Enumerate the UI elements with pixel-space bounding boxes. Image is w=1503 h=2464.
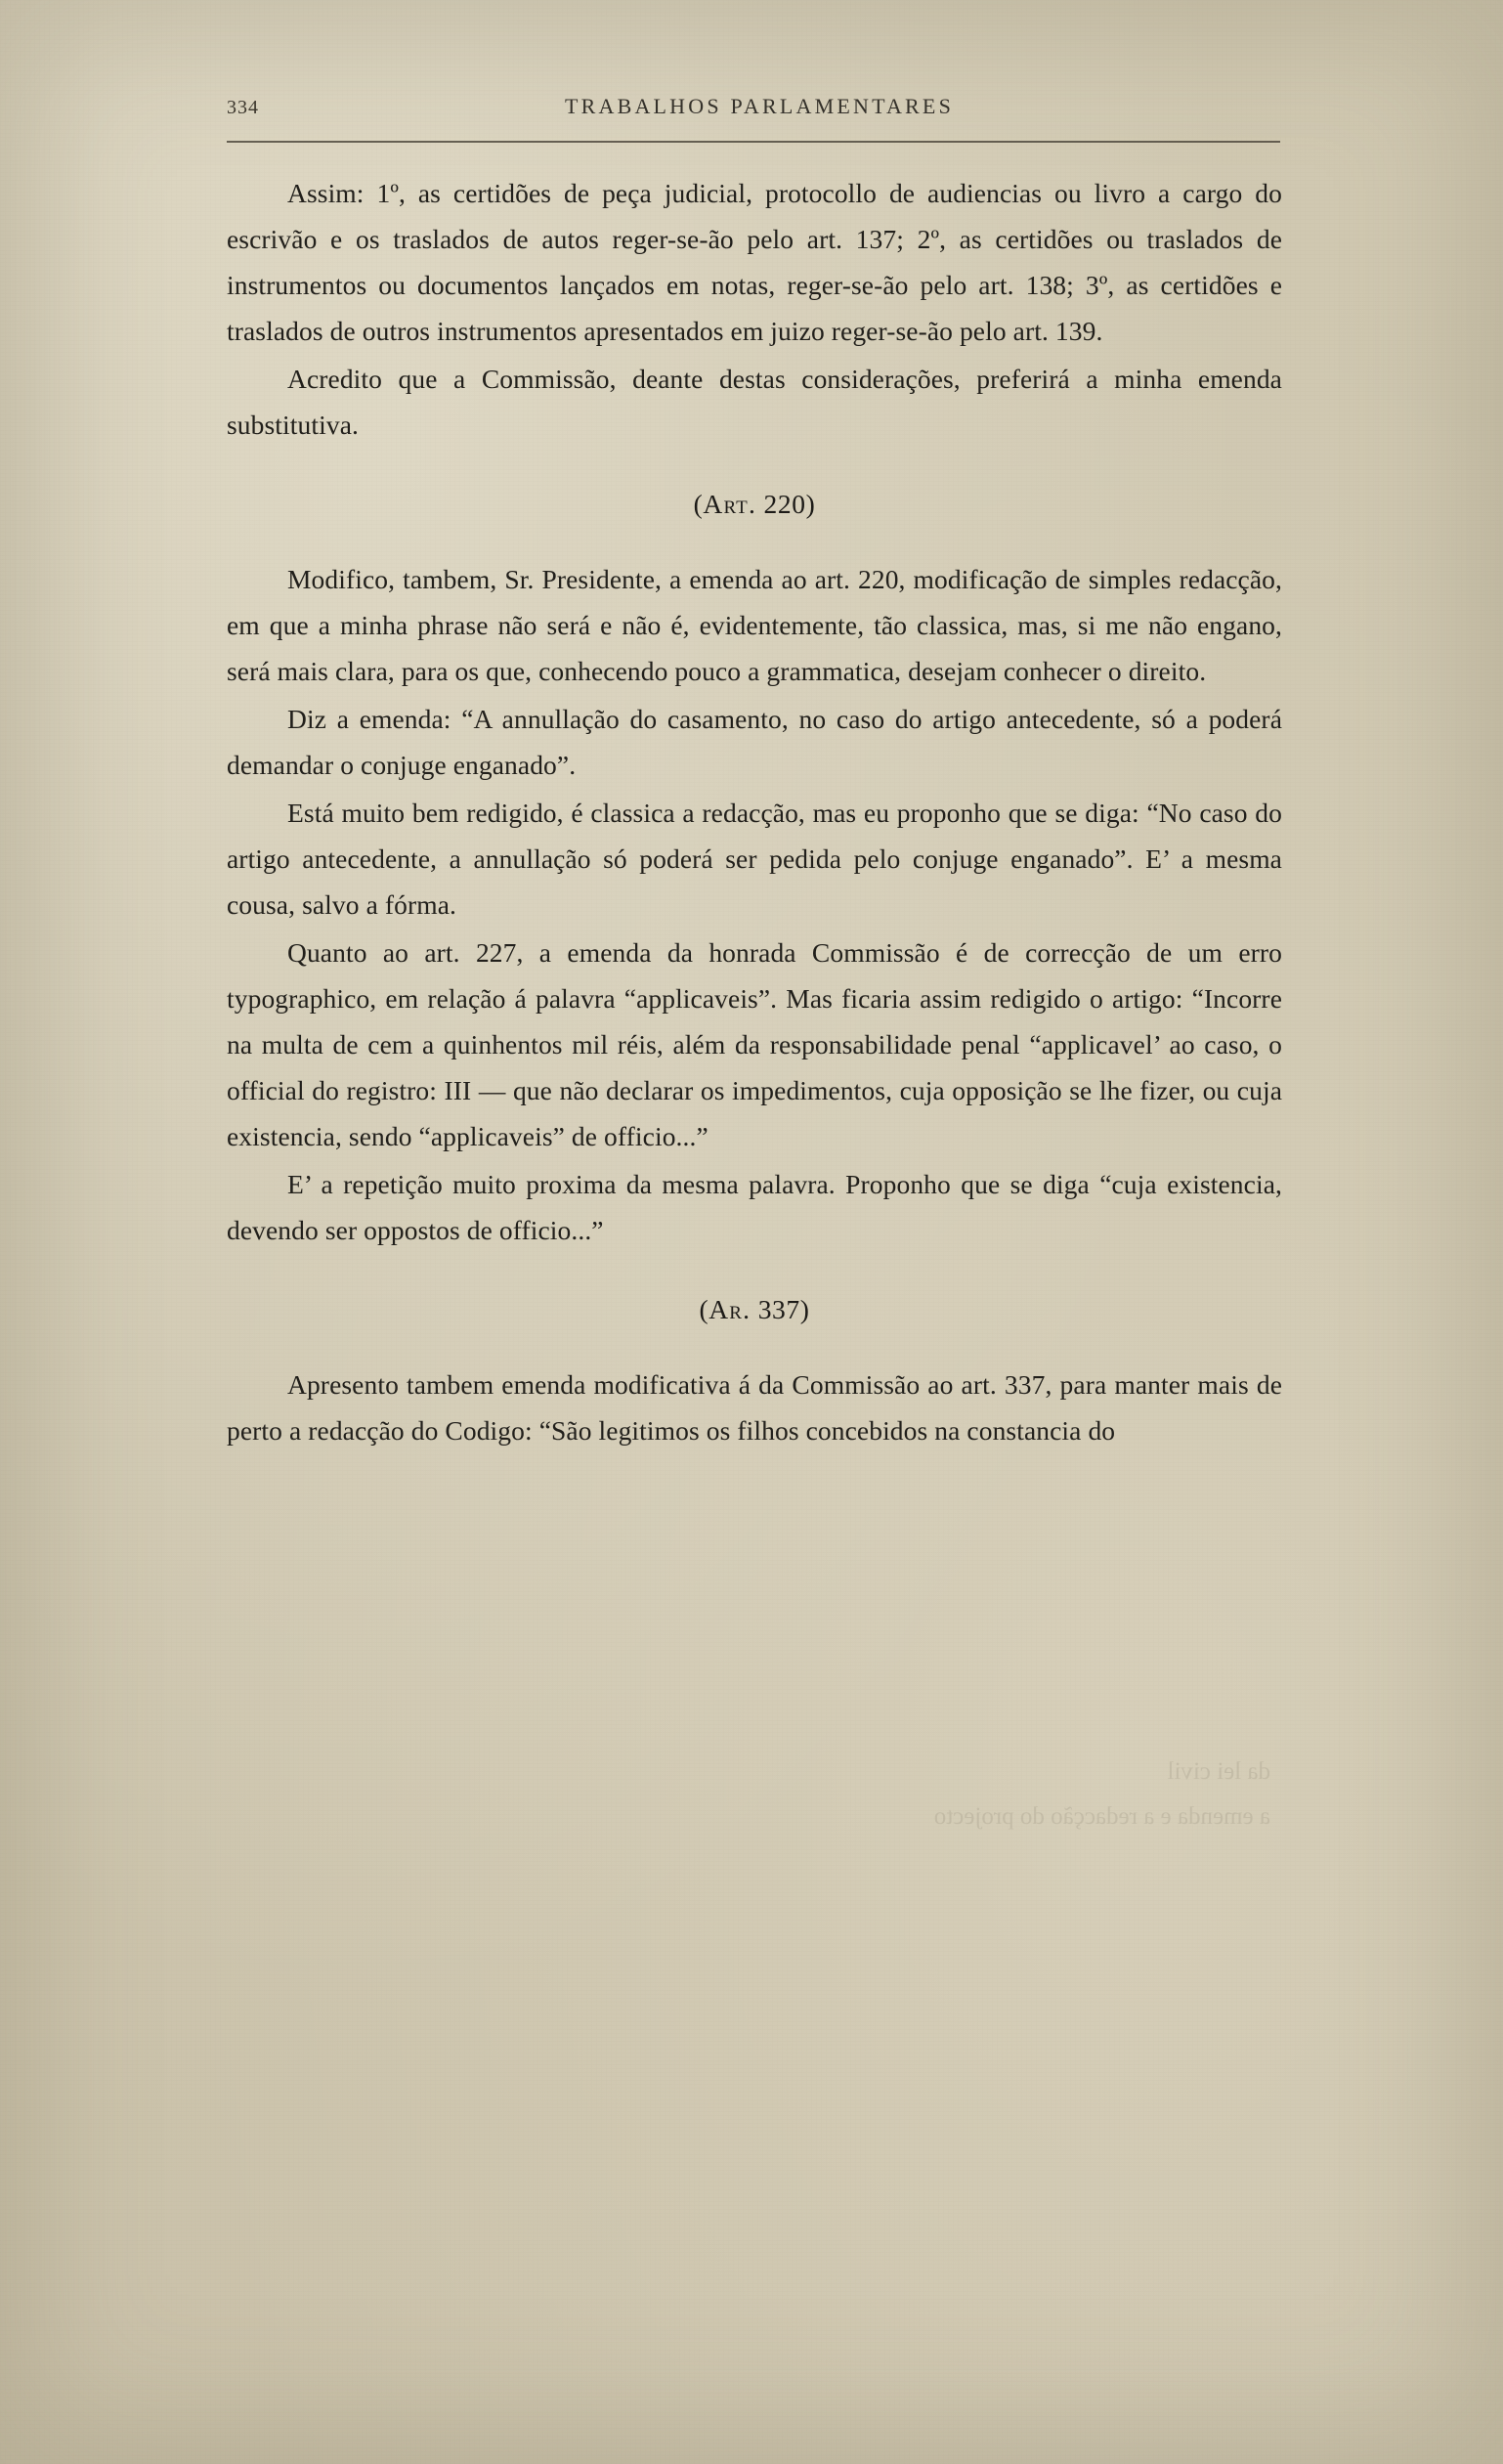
- page-content: [227, 94, 1282, 1453]
- paragraph-5: Está muito bem redigido, é classica a redacção, mas eu proponho que se diga: “No caso do artigo antecedente, a annullação só poderá ser pedida pelo conjuge enganado”. E’ a mesma cousa, salvo a fórma.: [227, 798, 1282, 920]
- paragraph-8: Apresento tambem emenda modificativa á da Commissão ao art. 337, para manter mais de perto a redacção do Codigo: “São legitimos os filhos concebidos na constancia do: [227, 1369, 1282, 1446]
- paragraph-3: Modifico, tambem, Sr. Presidente, a emenda ao art. 220, modificação de simples redacção, em que a minha phrase não será e não é, evidentemente, tão classica, mas, si me não engano, será mais clara, para os que, conhecendo pouco a grammatica, desejam conhecer o direito.: [227, 564, 1282, 686]
- heading2-number-337: 337): [751, 1294, 810, 1324]
- heading2-open-paren: (: [699, 1294, 709, 1324]
- reverse-side-showthrough: [244, 1750, 1270, 1839]
- page-number: 334: [227, 97, 259, 118]
- heading-label-art: Art.: [703, 489, 757, 519]
- header-rule: [227, 141, 1280, 143]
- heading-open-paren: (: [693, 489, 704, 519]
- paragraph-1: Assim: 1º, as certidões de peça judicial, protocollo de audiencias ou livro a cargo do escrivão e os traslados de autos reger-se-ão pelo art. 137; 2º, as certidões ou traslados de instrumentos ou documentos lançados em notas, reger-se-ão pelo art. 138; 3º, as certidões e traslados de outros instrumentos apresentados em juizo reger-se-ão pelo art. 139.: [227, 178, 1282, 346]
- showthrough-line-2: a emenda e a redacção do projecto: [933, 1803, 1270, 1830]
- heading2-label-ar: Ar.: [709, 1294, 752, 1324]
- paragraph-4: Diz a emenda: “A annullação do casamento, no caso do artigo antecedente, só a poderá demandar o conjuge enganado”.: [227, 704, 1282, 780]
- paragraph-6: Quanto ao art. 227, a emenda da honrada Commissão é de correcção de um erro typographico, em relação á palavra “applicaveis”. Mas ficaria assim redigido o artigo: “Incorre na multa de cem a quinhentos mil réis, além da responsabilidade penal “applicavel’ ao caso, o official do registro: III — que não declarar os impedimentos, cuja opposição se lhe fizer, ou cuja existencia, sendo “applicaveis” de officio...”: [227, 937, 1282, 1151]
- section-heading-art-220: [227, 481, 1282, 527]
- paragraph-2: Acredito que a Commissão, deante destas considerações, preferirá a minha emenda substitutiva.: [227, 364, 1282, 440]
- paragraph-7: E’ a repetição muito proxima da mesma palavra. Proponho que se diga “cuja existencia, devendo ser oppostos de officio...”: [227, 1169, 1282, 1245]
- showthrough-line-1: da lei civil: [1167, 1758, 1270, 1785]
- running-title: TRABALHOS PARLAMENTARES: [564, 94, 954, 118]
- page-header: [227, 94, 1282, 139]
- heading-number-220: 220): [756, 489, 816, 519]
- section-heading-ar-337: [227, 1286, 1282, 1332]
